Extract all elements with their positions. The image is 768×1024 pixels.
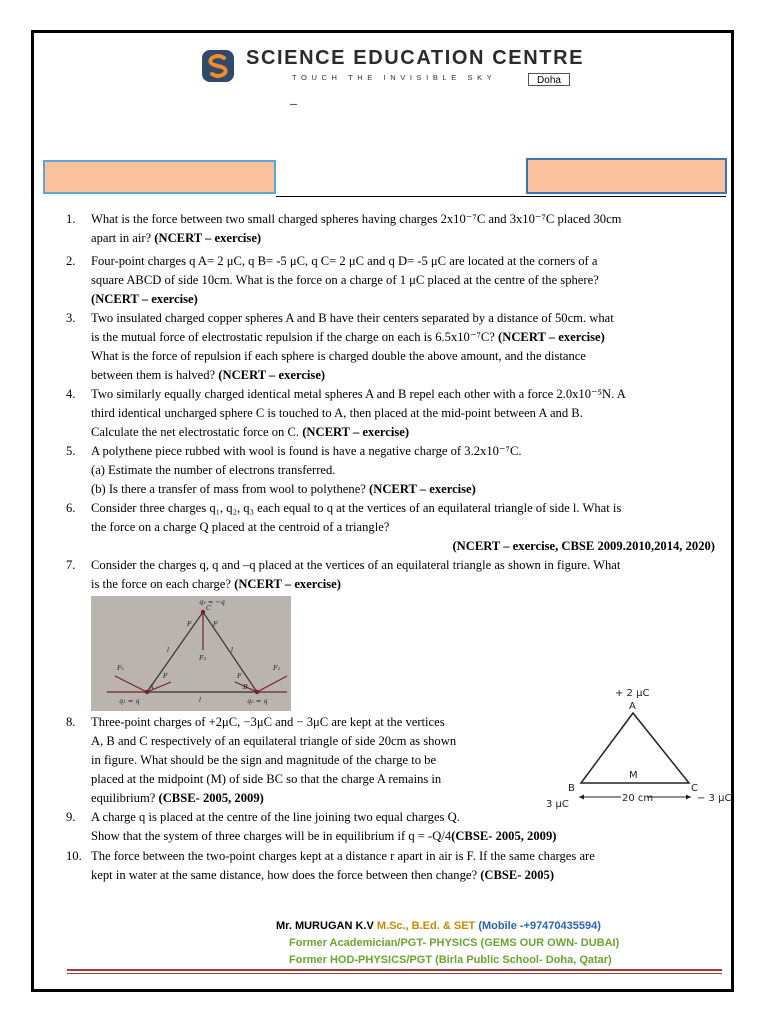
fig7-label-b: B bbox=[243, 683, 248, 691]
question-8: 8. Three-point charges of +2μC, −3μC and − 3μC are kept at the vertices A, B and C respectively of an equilateral triangle of side 20cm as shown in figure. What should be the sign and magnitude of the charge to be placed at the midpoint (M) of side BC so that the charge A remains in equilibrium? (CBSE- 2005, 2009) bbox=[66, 715, 457, 805]
fig7-label-q2: q₂ = q bbox=[247, 697, 268, 705]
question-6: 6. Consider three charges q₁, q₂, q₃ each equal to q at the vertices of an equilateral triangle of side l. What is the force on a charge Q placed at the centroid of a triangle? (NCERT – exercise, CBSE 2009.2010,2014, 2020) bbox=[66, 501, 715, 553]
footer-author: Mr. MURUGAN K.V M.Sc., B.Ed. & SET (Mobile -+97470435594) bbox=[276, 920, 601, 932]
fig7-label-f-left: F bbox=[187, 620, 192, 628]
question-4: 4. Two similarly equally charged identical metal spheres A and B repel each other with a force 2.0x10⁻⁵N. A third identical uncharged sphere C is touched to A, then placed at the mid-point between A and B. Calculate the net electrostatic force on C. (NCERT – exercise) bbox=[66, 387, 626, 439]
fig8-bottom-left-charge: 3 μC bbox=[546, 799, 569, 810]
fig7-label-a: A bbox=[149, 683, 154, 691]
question-5: 5. A polythene piece rubbed with wool is found is have a negative charge of 3.2x10⁻⁷C. (a) Estimate the number of electrons transferred. (b) Is there a transfer of mass from wool to polythene? (NCERT – exercise) bbox=[66, 444, 522, 496]
question-2: 2. Four-point charges q A= 2 μC, q B= -5 μC, q C= 2 μC and q D= -5 μC are located at the corners of a square ABCD of side 10cm. What is the force on a charge of 1 μC placed at the centre of the sphere? (NCERT – exercise) bbox=[66, 254, 599, 306]
brand-title: SCIENCE EDUCATION CENTRE bbox=[246, 47, 585, 69]
fig7-label-f-b: F bbox=[237, 672, 242, 680]
fig7-label-f3: F₃ bbox=[199, 654, 207, 662]
fig8-label-c: C bbox=[691, 783, 698, 794]
fig8-bottom-right-charge: − 3 μC bbox=[697, 793, 732, 804]
brand-city-badge: Doha bbox=[528, 73, 570, 86]
fig7-label-f-a: F bbox=[163, 672, 168, 680]
footer-former-academician: Former Academician/PGT- PHYSICS (GEMS OUR OWN- DUBAI) bbox=[289, 937, 620, 949]
question-10: 10. The force between the two-point charges kept at a distance r apart in air is F. If the same charges are kept in water at the same distance, how does the force between then change? (CBSE- 2005) bbox=[66, 849, 595, 882]
fig8-top-charge: + 2 μC bbox=[615, 688, 650, 699]
triangle-forces-figure bbox=[91, 596, 291, 711]
footer-former-hod: Former HOD-PHYSICS/PGT (Birla Public School- Doha, Qatar) bbox=[289, 954, 612, 966]
fig7-label-q3: q₃ = −q bbox=[199, 598, 225, 606]
question-3: 3. Two insulated charged copper spheres A and B have their centers separated by a distance of 50cm. what is the mutual force of electrostatic repulsion if the charge on each is 6.5x10⁻⁷C? (NCERT – exercise) What is the force of repulsion if each sphere is charged double the above amount, and the distance between them is halved? (NCERT – exercise) bbox=[66, 311, 614, 382]
footer-rule-thick bbox=[67, 969, 722, 971]
fig7-label-l-bottom: l bbox=[199, 696, 202, 704]
fig7-label-l-left: l bbox=[167, 646, 170, 654]
brand-tagline: TOUCH THE INVISIBLE SKY bbox=[292, 73, 497, 82]
header-dash: _ bbox=[290, 92, 297, 107]
footer-rule-thin bbox=[67, 973, 722, 974]
fig8-distance: 20 cm bbox=[622, 793, 654, 804]
fig8-label-m: M bbox=[629, 770, 638, 781]
fig7-label-f2: F₂ bbox=[273, 664, 281, 672]
question-9: 9. A charge q is placed at the centre of the line joining two equal charges Q. Show that the system of three charges will be in equilibrium if q = -Q/4(CBSE- 2005, 2009) bbox=[66, 810, 557, 843]
fig7-label-l-right: l bbox=[231, 646, 234, 654]
fig7-label-q1: q₁ = q bbox=[119, 697, 140, 705]
fig7-label-f1: F₁ bbox=[117, 664, 125, 672]
question-1: 1. What is the force between two small charged spheres having charges 2x10⁻⁷C and 3x10⁻⁷C placed 30cm apart in air? (NCERT – exercise) bbox=[66, 212, 622, 245]
question-7: 7. Consider the charges q, q and –q placed at the vertices of an equilateral triangle as shown in figure. What is the force on each charge? (NCERT – exercise) bbox=[66, 558, 621, 591]
equilateral-triangle-figure bbox=[543, 683, 732, 813]
fig8-label-b: B bbox=[568, 783, 575, 794]
fig8-label-a: A bbox=[629, 701, 636, 712]
fig7-label-f-right: F bbox=[213, 620, 218, 628]
fig7-label-c: C bbox=[206, 604, 211, 612]
